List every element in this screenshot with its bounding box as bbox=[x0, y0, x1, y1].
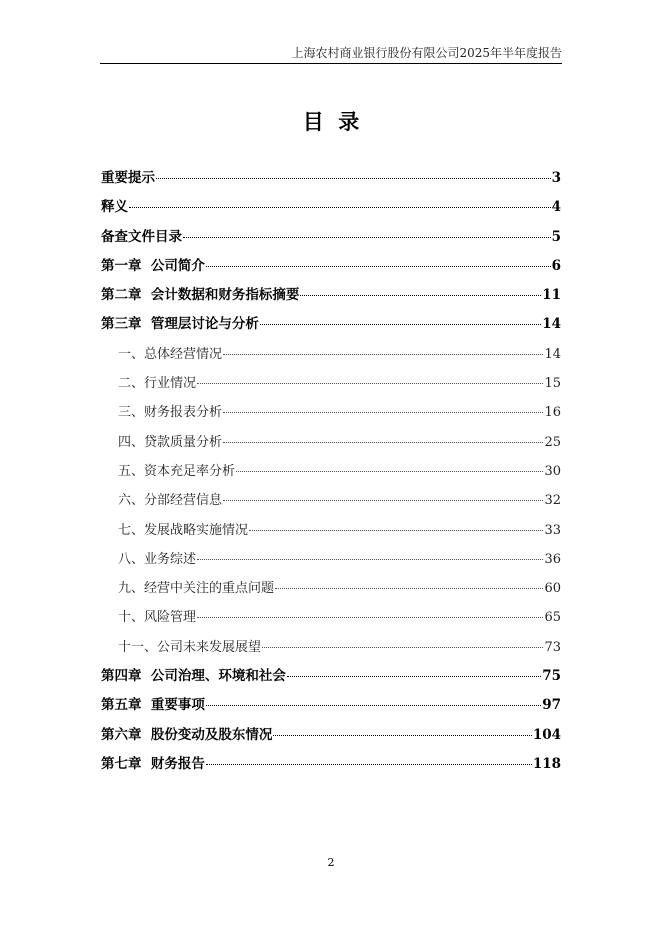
toc-entry-page: 118 bbox=[532, 755, 561, 772]
toc-entry-label: 第五章 重要事项 bbox=[101, 697, 205, 714]
toc-dot-leader bbox=[206, 763, 532, 765]
toc-entry-label: 三、财务报表分析 bbox=[118, 405, 223, 421]
running-header: 上海农村商业银行股份有限公司2025年半年度报告 bbox=[291, 46, 562, 60]
toc-entry-label: 十、风险管理 bbox=[118, 610, 197, 626]
toc-entry-page: 14 bbox=[544, 346, 561, 362]
toc-dot-leader bbox=[223, 411, 543, 413]
toc-entry-page: 75 bbox=[542, 668, 561, 685]
toc-dot-leader bbox=[223, 499, 543, 501]
toc-entry-label: 备查文件目录 bbox=[101, 228, 182, 245]
toc-entry-page: 65 bbox=[544, 610, 561, 626]
toc-section-entry[interactable] bbox=[101, 574, 561, 603]
toc-entry-page: 30 bbox=[544, 463, 561, 479]
toc-entry-page: 32 bbox=[544, 493, 561, 509]
toc-section-entry[interactable] bbox=[101, 398, 561, 427]
toc-entry-page: 14 bbox=[542, 316, 561, 333]
toc-entry-page: 36 bbox=[544, 551, 561, 567]
table-of-contents bbox=[101, 164, 561, 779]
toc-dot-leader bbox=[206, 704, 541, 706]
toc-entry-page: 3 bbox=[551, 170, 561, 186]
toc-section-entry[interactable] bbox=[101, 369, 561, 398]
toc-section-entry[interactable] bbox=[101, 603, 561, 632]
toc-entry-label: 第三章 管理层讨论与分析 bbox=[101, 316, 259, 333]
toc-dot-leader bbox=[223, 441, 543, 443]
toc-entry-label: 第四章 公司治理、环境和社会 bbox=[101, 668, 286, 685]
toc-dot-leader bbox=[236, 470, 543, 472]
toc-section-entry[interactable] bbox=[101, 486, 561, 515]
toc-dot-leader bbox=[223, 353, 543, 355]
toc-entry-label: 第二章 会计数据和财务指标摘要 bbox=[101, 287, 300, 304]
toc-dot-leader bbox=[156, 177, 551, 179]
toc-entry-page: 60 bbox=[544, 581, 561, 597]
toc-entry-label: 释义 bbox=[101, 199, 128, 216]
toc-chapter-entry[interactable] bbox=[101, 310, 561, 339]
toc-entry-page: 73 bbox=[544, 639, 561, 655]
toc-entry-page: 97 bbox=[542, 697, 561, 714]
toc-entry-label: 二、行业情况 bbox=[118, 376, 197, 392]
toc-entry-label: 七、发展战略实施情况 bbox=[118, 522, 249, 538]
toc-entry-page: 33 bbox=[544, 522, 561, 538]
toc-entry-label: 八、业务综述 bbox=[118, 551, 197, 567]
header-rule bbox=[100, 63, 562, 64]
toc-entry-label: 重要提示 bbox=[101, 170, 155, 186]
toc-entry-page: 104 bbox=[532, 726, 561, 743]
toc-entry-label: 一、总体经营情况 bbox=[118, 346, 223, 362]
toc-section-entry[interactable] bbox=[101, 545, 561, 574]
toc-dot-leader bbox=[197, 616, 543, 618]
toc-entry-page: 5 bbox=[551, 228, 561, 245]
toc-dot-leader bbox=[273, 734, 531, 736]
toc-dot-leader bbox=[129, 206, 551, 208]
toc-chapter-entry[interactable] bbox=[101, 691, 561, 720]
toc-chapter-entry[interactable] bbox=[101, 193, 561, 222]
toc-entry-label: 六、分部经营信息 bbox=[118, 493, 223, 509]
toc-entry-label: 第一章 公司简介 bbox=[101, 257, 205, 274]
toc-section-entry[interactable] bbox=[101, 457, 561, 486]
toc-dot-leader bbox=[287, 675, 541, 677]
toc-section-entry[interactable] bbox=[101, 633, 561, 662]
toc-chapter-entry[interactable] bbox=[101, 721, 561, 750]
toc-dot-leader bbox=[197, 558, 543, 560]
toc-section-entry[interactable] bbox=[101, 340, 561, 369]
toc-entry-page: 11 bbox=[542, 287, 561, 304]
toc-title: 目 录 bbox=[302, 109, 360, 134]
toc-chapter-entry[interactable] bbox=[101, 252, 561, 281]
toc-entry-label: 十一、公司未来发展展望 bbox=[118, 639, 262, 655]
toc-dot-leader bbox=[275, 587, 543, 589]
toc-chapter-entry[interactable] bbox=[101, 750, 561, 779]
toc-chapter-entry[interactable] bbox=[101, 164, 561, 193]
toc-section-entry[interactable] bbox=[101, 516, 561, 545]
toc-entry-page: 6 bbox=[551, 257, 561, 274]
toc-entry-page: 25 bbox=[544, 434, 561, 450]
toc-entry-label: 九、经营中关注的重点问题 bbox=[118, 581, 275, 597]
toc-entry-label: 第七章 财务报告 bbox=[101, 755, 205, 772]
toc-dot-leader bbox=[197, 382, 543, 384]
toc-entry-page: 4 bbox=[551, 199, 561, 216]
toc-entry-label: 四、贷款质量分析 bbox=[118, 434, 223, 450]
toc-dot-leader bbox=[260, 323, 541, 325]
toc-chapter-entry[interactable] bbox=[101, 281, 561, 310]
page-number: 2 bbox=[327, 856, 335, 869]
toc-dot-leader bbox=[262, 646, 543, 648]
toc-dot-leader bbox=[206, 265, 551, 267]
toc-dot-leader bbox=[249, 529, 543, 531]
toc-dot-leader bbox=[183, 236, 551, 238]
toc-dot-leader bbox=[300, 294, 541, 296]
toc-entry-page: 15 bbox=[544, 376, 561, 392]
toc-chapter-entry[interactable] bbox=[101, 223, 561, 252]
toc-section-entry[interactable] bbox=[101, 428, 561, 457]
toc-entry-label: 五、资本充足率分析 bbox=[118, 463, 236, 479]
toc-chapter-entry[interactable] bbox=[101, 662, 561, 691]
toc-entry-page: 16 bbox=[544, 405, 561, 421]
toc-entry-label: 第六章 股份变动及股东情况 bbox=[101, 726, 273, 743]
